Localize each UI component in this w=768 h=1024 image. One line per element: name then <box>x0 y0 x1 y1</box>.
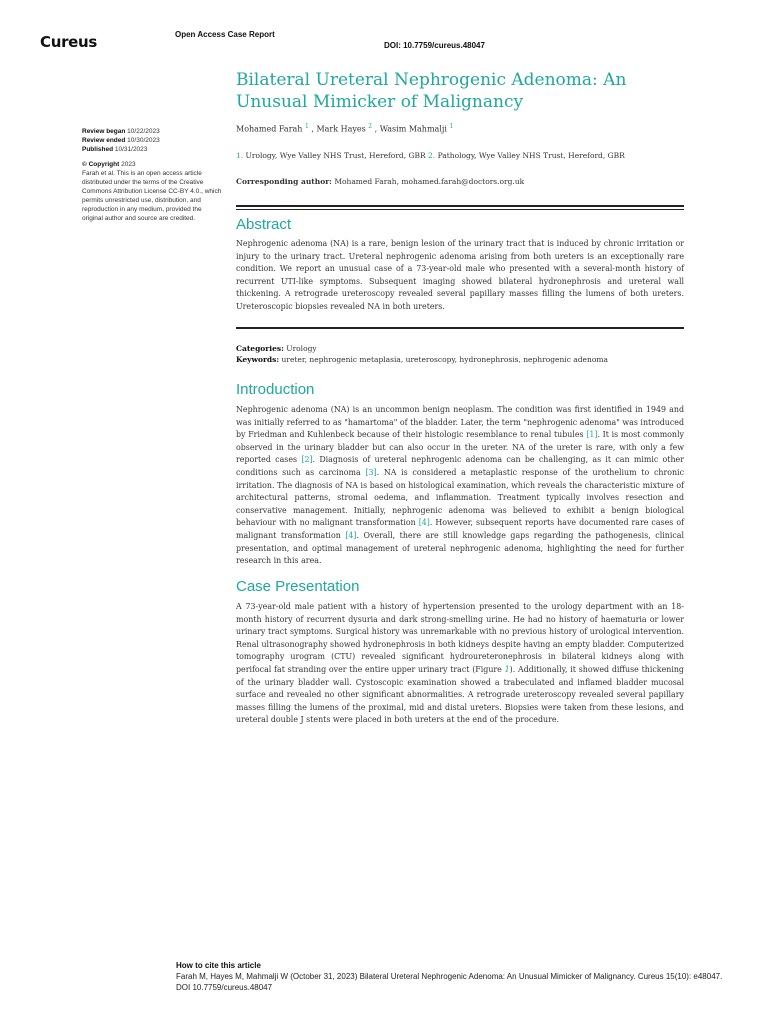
author-name[interactable]: Mark Hayes <box>316 124 366 134</box>
article-sidebar <box>82 127 222 223</box>
categories-label: Categories: <box>236 344 284 353</box>
author-list: Mohamed Farah $^1$ , Mark Hayes $^2$ , Wasim Mahmalji $^1$ <box>236 123 454 134</box>
affiliation-number: 2. <box>428 151 436 160</box>
introduction-heading: Introduction <box>236 381 315 398</box>
published-label: Published <box>82 146 114 153</box>
copyright-label: © Copyright <box>82 161 120 168</box>
corresponding-label: Corresponding author: <box>236 177 332 186</box>
abstract-heading: Abstract <box>236 216 292 233</box>
case-presentation-heading: Case Presentation <box>236 578 360 595</box>
review-ended-date: 10/30/2023 <box>127 137 160 144</box>
how-to-cite <box>176 960 736 993</box>
corresponding-text[interactable]: Mohamed Farah, mohamed.farah@doctors.org.uk <box>334 177 525 186</box>
review-began-label: Review began <box>82 128 126 135</box>
categories-value[interactable]: Urology <box>286 344 317 353</box>
affiliation-text: Pathology, Wye Valley NHS Trust, Hereford, GBR <box>437 151 625 160</box>
copyright <box>82 160 222 169</box>
how-to-cite-heading: How to cite this article <box>176 961 261 970</box>
case-presentation-text: A 73-year-old male patient with a history of hypertension presented to the urology department with an 18-month history of recurrent dysuria and dark strong-smelling urine. He had no history of haematuria or lower urinary tract symptoms. Surgical history was unremarkable with no previous history of urological intervention. Renal ultrasonography showed hydronephrosis in both kidneys despite having an empty bladder. Computerized tomography urogram (CTU) revealed significant hydroureteronephrosis in bilateral kidneys along with perifocal fat stranding over the entire upper urinary tract (Figure 1). Additionally, it showed diffuse thickening of the urinary bladder wall. Cystoscopic examination showed a trabeculated and inflamed bladder mucosal surface and revealed no other significant abnormalities. A retrograde ureteroscopy revealed several papillary masses filling the lumens of the proximal, mid and distal ureters. Biopsies were taken from these lesions, and ureteral double J stents were placed in both ureters at the end of the procedure. <box>236 602 684 725</box>
license-text: Farah et al. This is an open access article distributed under the terms of the Creative Commons Attribution License CC-BY 4.0., which permits unrestricted use, distribution, and reproduction in any medium, provided the original author and source are credited. <box>82 170 222 222</box>
introduction-text: Nephrogenic adenoma (NA) is an uncommon benign neoplasm. The condition was first identified in 1949 and was initially referred to as "hamartoma" of the bladder. Later, the term "nephrogenic adenoma" was introduced by Friedman and Kuhlenbeck because of their histologic resemblance to renal tubules [1]. It is most commonly observed in the urinary bladder but can also occur in the ureter. NA of the ureter is rare, with only a few reported cases [2]. Diagnosis of ureteral nephrogenic adenoma can be challenging, as it can mimic other conditions such as carcinoma [3]. NA is considered a metaplastic response of the urothelium to chronic irritation. The diagnosis of NA is based on histological examination, which reveals the characteristic mixture of architectural patterns, stromal oedema, and inflammation. Treatment typically involves resection and conservative management. Initially, nephrogenic adenoma was believed to exhibit a benign biological behaviour with no malignant transformation [4]. However, subsequent reports have documented rare cases of malignant transformation [4]. Overall, there are still knowledge gaps regarding the pathogenesis, clinical presentation, and optimal management of ureteral nephrogenic adenoma, highlighting the need for further research in this area. <box>236 405 685 566</box>
review-began <box>82 127 222 136</box>
review-ended-label: Review ended <box>82 137 126 144</box>
doi[interactable]: DOI: 10.7759/cureus.48047 <box>384 41 485 50</box>
figure-link[interactable]: 1 <box>504 664 510 674</box>
abstract-text: Nephrogenic adenoma (NA) is a rare, benign lesion of the urinary tract that is induced by chronic irritation or injury to the urinary tract. Ureteral nephrogenic adenoma arising from both ureters is an exceptionally rare condition. We report an unusual case of a 73-year-old male who presented with a several-month history of recurrent UTI-like symptoms. Subsequent imaging showed bilateral hydronephrosis and ureteral wall thickening. A retrograde ureteroscopy revealed several papillary masses filling the lumens of both ureters. Ureteroscopic biopsies revealed NA in both ureters. <box>236 239 684 311</box>
section-divider <box>236 209 684 210</box>
affiliation-number: 1. <box>236 151 244 160</box>
how-to-cite-text: Farah M, Hayes M, Mahmalji W (October 31, 2023) Bilateral Ureteral Nephrogenic Adenoma: An Unusual Mimicker of Malignancy. Cureus 15(10): e48047. DOI 10.7759/cureus.48047 <box>176 972 723 992</box>
article-type: Open Access Case Report <box>175 30 275 39</box>
section-divider <box>236 205 684 207</box>
citation-link[interactable]: [4] <box>418 518 430 528</box>
categories <box>236 344 317 355</box>
affiliation-text: Urology, Wye Valley NHS Trust, Hereford, GBR <box>245 151 426 160</box>
section-divider <box>236 327 684 329</box>
journal-logo[interactable]: Cureus <box>40 33 98 51</box>
copyright-year: 2023 <box>121 161 136 168</box>
citation-link[interactable]: [3] <box>365 467 377 477</box>
author-affiliation-ref: 2 <box>368 123 373 130</box>
published-date: 10/31/2023 <box>114 146 148 153</box>
article-title: Bilateral Ureteral Nephrogenic Adenoma: An Unusual Mimicker of Malignancy <box>236 70 627 112</box>
author-affiliation-ref: 1 <box>449 123 454 130</box>
author-name[interactable]: Wasim Mahmalji <box>379 124 447 134</box>
citation-link[interactable]: [4] <box>345 530 357 540</box>
citation-link[interactable]: [2] <box>301 455 313 465</box>
review-ended <box>82 136 222 145</box>
citation-link[interactable]: [1] <box>586 430 598 440</box>
corresponding-author <box>236 177 524 186</box>
keywords-label: Keywords: <box>236 355 280 364</box>
keywords <box>236 355 608 366</box>
author-name[interactable]: Mohamed Farah <box>236 124 303 134</box>
published <box>82 145 222 154</box>
review-began-date: 10/22/2023 <box>127 128 160 135</box>
author-affiliation-ref: 1 <box>304 123 309 130</box>
affiliations <box>236 151 625 160</box>
keywords-value: ureter, nephrogenic metaplasia, ureteroscopy, hydronephrosis, nephrogenic adenoma <box>281 355 608 364</box>
